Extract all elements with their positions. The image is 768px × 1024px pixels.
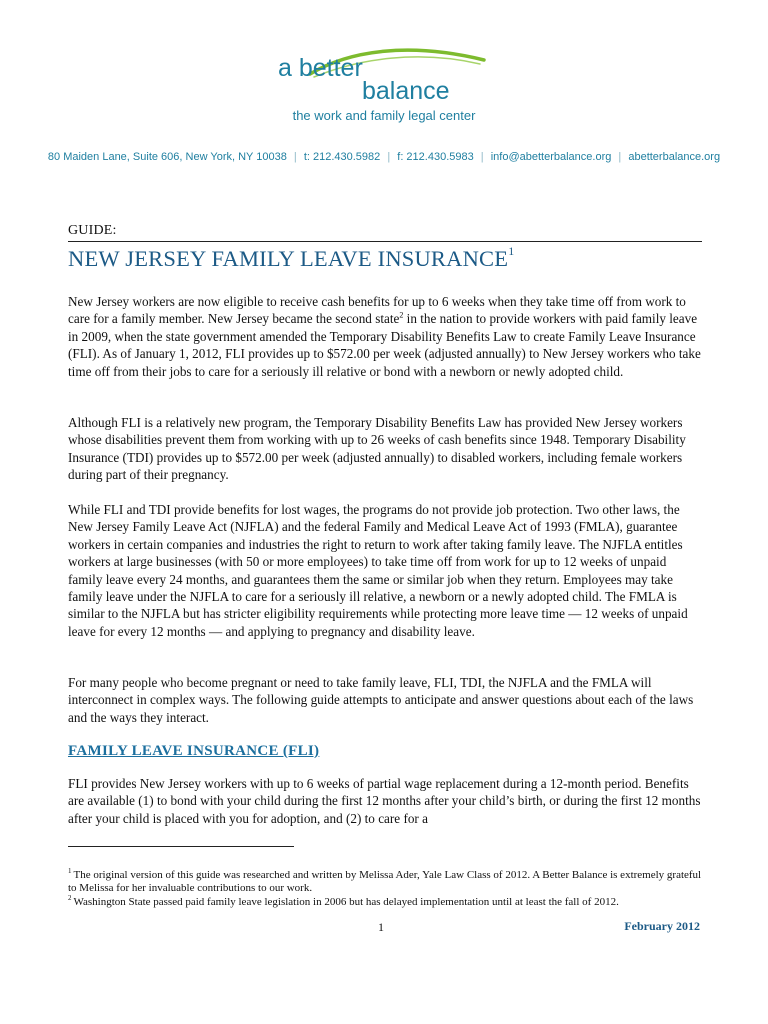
organization-logo <box>270 44 500 106</box>
website-link[interactable]: abetterbalance.org <box>628 151 721 163</box>
paragraph-fli: FLI provides New Jersey workers with up to 6 weeks of partial wage replacement during a 12-month period. Benefits are available (1) to bond with your child during the first 12 months after your child’s birth, or during the first 12 months after your child is placed with you for adoption, and (2) to care for a <box>68 776 701 826</box>
page-number: 1 <box>378 920 384 934</box>
footnotes <box>68 869 704 909</box>
separator: | <box>293 151 297 163</box>
address: 80 Maiden Lane, Suite 606, New York, NY 10038 <box>47 151 287 163</box>
separator: | <box>480 151 484 163</box>
footnote-ref-1[interactable]: 1 <box>508 244 515 258</box>
separator: | <box>387 151 391 163</box>
title-text: NEW JERSEY FAMILY LEAVE INSURANCE <box>68 246 509 271</box>
tagline: the work and family legal center <box>292 108 476 123</box>
paragraph-guide-purpose: For many people who become pregnant or need to take family leave, FLI, TDI, the NJFLA and the FMLA will interconnect in complex ways. The following guide attempts to anticipate and answer questions about each of the laws and the ways they interact. <box>68 675 694 725</box>
section-heading-fli: FAMILY LEAVE INSURANCE (FLI) <box>68 743 320 759</box>
footnote-ref-2[interactable]: 2 <box>399 311 404 321</box>
fax: f: 212.430.5983 <box>397 151 474 163</box>
logo-text-line1: a better <box>278 54 363 82</box>
page-title <box>68 246 514 272</box>
title-rule <box>68 241 702 242</box>
letterhead <box>0 0 768 190</box>
paragraph-tdi: Although FLI is a relatively new program, the Temporary Disability Benefits Law has provided New Jersey workers whose disabilities prevent them from working with up to 26 weeks of cash benefits since 1948. Temporary Disability Insurance (TDI) provides up to $572.00 per week (adjusted annually) to disabled workers, including female workers during part of their pregnancy. <box>68 415 686 483</box>
footnote-2: $^2$ Washington State passed paid family leave legislation in 2006 but has delayed implementation until at least the fall of 2012. <box>68 894 619 908</box>
phone: t: 212.430.5982 <box>303 151 381 163</box>
logo-text-line2: balance <box>362 77 450 105</box>
email-link[interactable]: info@abetterbalance.org <box>490 151 612 163</box>
paragraph-intro: New Jersey workers are now eligible to receive cash benefits for up to 6 weeks when they take time off from work to care for a family member. New Jersey became the second state$^2$ in the nation to provide workers with paid family leave in 2009, when the state government amended the Temporary Disability Benefits Law to create Family Leave Insurance (FLI). As of January 1, 2012, FLI provides up to $572.00 per week (adjusted annually) to New Jersey workers who take time off from their jobs to care for a seriously ill relative or bond with a newborn or newly adopted child. <box>68 294 701 379</box>
contact-bar <box>0 151 768 163</box>
guide-label: GUIDE: <box>68 223 117 238</box>
footnote-rule <box>68 846 294 847</box>
separator: | <box>618 151 622 163</box>
paragraph-job-protection: While FLI and TDI provide benefits for lost wages, the programs do not provide job protection. Two other laws, the New Jersey Family Leave Act (NJFLA) and the federal Family and Medical Leave Act of 1993 (FMLA), guarantee workers in certain companies and industries the right to return to work after taking family leave. The NJFLA entitles workers at large businesses (with 50 or more employees) to take time off from work for up to 12 weeks of unpaid family leave every 24 months, and guarantees them the same or similar job when they return. Employees may take family leave under the NJFLA to care for a seriously ill relative, a newborn or a newly adopted child. The FMLA is similar to the NJFLA but has stricter eligibility requirements while protecting more leave time — 12 weeks of unpaid leave for every 12 months — and applying to pregnancy and disability leave. <box>68 502 688 639</box>
document-date: February 2012 <box>624 919 700 933</box>
footnote-1: $^1$ The original version of this guide was researched and written by Melissa Ader, Yale Law Class of 2012. A Better Balance is extremely grateful to Melissa for her invaluable contributions to our work. <box>68 867 702 895</box>
